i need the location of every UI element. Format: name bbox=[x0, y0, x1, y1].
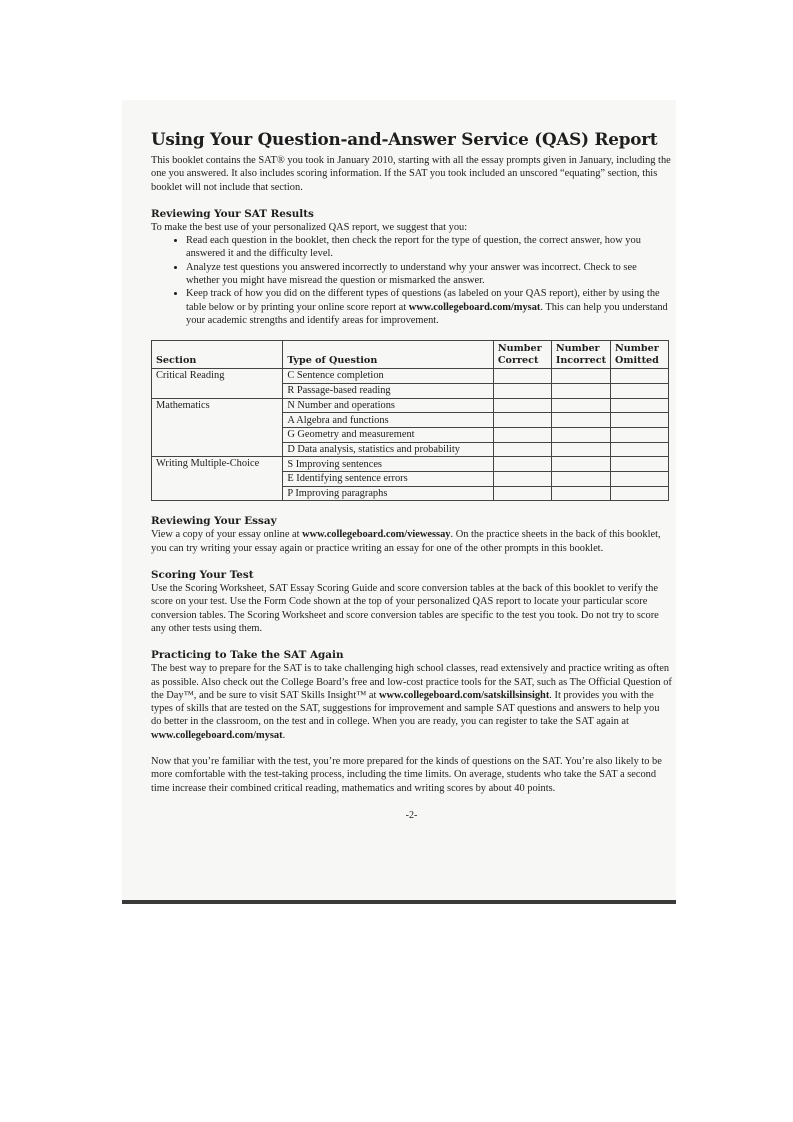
results-heading: Reviewing Your SAT Results bbox=[151, 207, 314, 220]
correct-cell[interactable] bbox=[493, 413, 551, 428]
col-header-omitted: Number Omitted bbox=[611, 341, 669, 369]
correct-cell[interactable] bbox=[493, 398, 551, 413]
practicing-text: . It provides you with the types of skills that are tested on the SAT, suggestions for improvement and sample SAT questions and answers to help you do better in the classroom, on the test and in college. When you are ready, you can register to take the SAT again at bbox=[151, 689, 660, 728]
type-cell: S Improving sentences bbox=[283, 457, 494, 472]
table-row bbox=[152, 398, 669, 413]
correct-cell[interactable] bbox=[493, 486, 551, 501]
skillsinsight-link[interactable]: www.collegeboard.com/satskillsinsight bbox=[378, 689, 550, 701]
correct-cell[interactable] bbox=[493, 383, 551, 398]
col-header-incorrect: Number Incorrect bbox=[551, 341, 610, 369]
practicing-text: . bbox=[282, 729, 286, 741]
tracking-table bbox=[151, 340, 669, 501]
practicing-text: The best way to prepare for the SAT is to take challenging high school classes, read extensively and practice writing as often as possible. Also check out the College Board’s free and low-cost practice tools for the SAT, such as The Official Question of the Day™, and be sure to visit SAT Skills Insight™ at bbox=[151, 663, 672, 701]
type-cell: D Data analysis, statistics and probability bbox=[283, 442, 494, 457]
mysat-link[interactable]: www.collegeboard.com/mysat bbox=[408, 301, 541, 313]
essay-paragraph bbox=[151, 528, 672, 555]
omitted-cell[interactable] bbox=[611, 369, 669, 384]
col-header-correct: Number Correct bbox=[493, 341, 551, 369]
incorrect-cell[interactable] bbox=[551, 428, 610, 443]
table-header-row bbox=[152, 341, 669, 369]
omitted-cell[interactable] bbox=[611, 486, 669, 501]
results-list bbox=[151, 234, 672, 327]
essay-heading: Reviewing Your Essay bbox=[151, 515, 277, 528]
results-lead: To make the best use of your personalized QAS report, we suggest that you: bbox=[151, 221, 468, 233]
omitted-cell[interactable] bbox=[611, 413, 669, 428]
type-cell: N Number and operations bbox=[283, 398, 494, 413]
type-cell: A Algebra and functions bbox=[283, 413, 494, 428]
type-cell: R Passage-based reading bbox=[283, 383, 494, 398]
section-cell: Writing Multiple-Choice bbox=[152, 457, 283, 501]
type-cell: C Sentence completion bbox=[283, 369, 494, 384]
intro-paragraph: This booklet contains the SAT® you took in January 2010, starting with all the essay prompts given in January, including the one you answered. It also includes scoring information. If the SAT you took included an unscored “equating” section, this booklet will not include that section. bbox=[151, 155, 671, 193]
correct-cell[interactable] bbox=[493, 428, 551, 443]
incorrect-cell[interactable] bbox=[551, 442, 610, 457]
type-cell: P Improving paragraphs bbox=[283, 486, 494, 501]
essay-text: View a copy of your essay online at bbox=[151, 529, 303, 541]
essay-text: . On the practice sheets in the back of this booklet, you can try writing your essay again or practice writing an essay for one of the other prompts in this booklet. bbox=[151, 529, 661, 554]
omitted-cell[interactable] bbox=[611, 398, 669, 413]
correct-cell[interactable] bbox=[493, 442, 551, 457]
incorrect-cell[interactable] bbox=[551, 486, 610, 501]
incorrect-cell[interactable] bbox=[551, 398, 610, 413]
correct-cell[interactable] bbox=[493, 472, 551, 487]
list-item: • Analyze test questions you answered incorrectly to understand why your answer was incorrect. Check to see whether you might have misread the question or mismarked the answer. bbox=[186, 261, 672, 288]
list-item bbox=[186, 287, 672, 327]
omitted-cell[interactable] bbox=[611, 442, 669, 457]
bullet-text: . This can help you understand your academic strengths and identify areas for improvement. bbox=[186, 301, 668, 326]
mysat-link[interactable]: www.collegeboard.com/mysat bbox=[151, 729, 283, 741]
scoring-paragraph: Use the Scoring Worksheet, SAT Essay Scoring Guide and score conversion tables at the back of this booklet to verify the score on your test. Use the Form Code shown at the top of your personalized QAS report to locate your particular score conversion tables. The Scoring Worksheet and score conversion tables are specific to the test you took. Do not try to score any other tests using them. bbox=[151, 583, 659, 634]
bullet-text: Keep track of how you did on the different types of questions (as labeled on your QAS report), either by using the table below or by printing your online score report at bbox=[186, 288, 660, 313]
viewessay-link[interactable]: www.collegeboard.com/viewessay bbox=[302, 529, 451, 541]
incorrect-cell[interactable] bbox=[551, 457, 610, 472]
table-row bbox=[152, 457, 669, 472]
omitted-cell[interactable] bbox=[611, 383, 669, 398]
incorrect-cell[interactable] bbox=[551, 383, 610, 398]
incorrect-cell[interactable] bbox=[551, 369, 610, 384]
omitted-cell[interactable] bbox=[611, 457, 669, 472]
section-cell: Critical Reading bbox=[152, 369, 283, 398]
page-number: -2- bbox=[405, 809, 418, 821]
list-item: • Read each question in the booklet, then check the report for the type of question, the correct answer, how you answered it and the difficulty level. bbox=[186, 234, 672, 261]
col-header-section: Section bbox=[152, 341, 283, 369]
type-cell: G Geometry and measurement bbox=[283, 428, 494, 443]
omitted-cell[interactable] bbox=[611, 428, 669, 443]
type-cell: E Identifying sentence errors bbox=[283, 472, 494, 487]
table-row bbox=[152, 369, 669, 384]
correct-cell[interactable] bbox=[493, 457, 551, 472]
correct-cell[interactable] bbox=[493, 369, 551, 384]
section-cell: Mathematics bbox=[152, 398, 283, 457]
closing-paragraph: Now that you’re familiar with the test, you’re more prepared for the kinds of questions on the SAT. You’re also likely to be more comfortable with the test-taking process, including the time limits. On average, students who take the SAT a second time increase their combined critical reading, mathematics and writing scores by about 40 points. bbox=[151, 756, 662, 794]
omitted-cell[interactable] bbox=[611, 472, 669, 487]
page-title: Using Your Question-and-Answer Service (QAS) Report bbox=[151, 129, 658, 149]
scan-edge-shadow bbox=[122, 900, 676, 904]
scoring-heading: Scoring Your Test bbox=[151, 569, 254, 582]
practicing-heading: Practicing to Take the SAT Again bbox=[151, 649, 344, 662]
col-header-type: Type of Question bbox=[283, 341, 494, 369]
incorrect-cell[interactable] bbox=[551, 413, 610, 428]
incorrect-cell[interactable] bbox=[551, 472, 610, 487]
document-page bbox=[151, 128, 672, 822]
practicing-paragraph bbox=[151, 662, 672, 742]
